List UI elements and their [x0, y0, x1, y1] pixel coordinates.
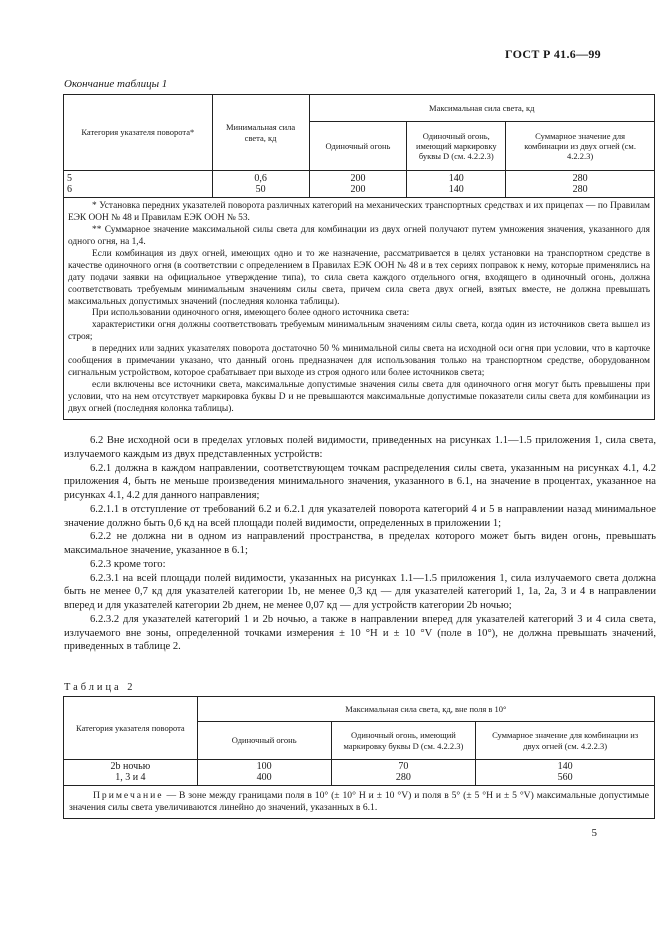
t1-note: ** Суммарное значение максимальной силы света для комбинации из двух огней получают путем умножения значения, указанного для одного огня, на 1,4.	[68, 224, 650, 247]
table-2	[63, 696, 655, 819]
t1-header-marked: Одиночный огонь, имеющий маркировку буквы D (см. 4.2.2.3)	[407, 122, 506, 171]
t2-header-category: Категория указателя поворота	[64, 697, 198, 760]
t1-header-single: Одиночный огонь	[309, 122, 407, 171]
t1-row-single: 200	[350, 183, 366, 195]
t2-row-sum: 560	[557, 771, 573, 783]
table-row	[64, 760, 655, 786]
table1-caption: Окончание таблицы 1	[64, 78, 168, 90]
t2-header-group: Максимальная сила света, кд, вне поля в 10°	[197, 697, 654, 722]
body-text	[64, 434, 656, 654]
t1-header-max-group: Максимальная сила света, кд	[309, 95, 654, 122]
t1-note: в передних или задних указателях поворота достаточно 50 % минимальной силы света на исходной оси огня при условии, что в карточке сообщения в примечании указано, что данный огонь предназначен для использования только на транспортном средстве, оборудованном сигнальным устройством, которое срабатывает при выходе из строя одного или более источников света;	[68, 344, 650, 379]
body-paragraph: 6.2.1.1 в отступление от требований 6.2 и 6.2.1 для указателей поворота категорий 4 и 5 в направлении назад минимальное значение должно быть 0,6 кд на всей площади полей видимости, определенных в приложении 1;	[64, 503, 656, 529]
t1-row-min: 0,6	[254, 173, 267, 184]
t2-row-single: 400	[256, 771, 272, 783]
page-number: 5	[591, 827, 597, 839]
t1-row-single: 200	[350, 173, 366, 184]
t1-note: * Установка передних указателей поворота различных категорий на механических транспортных средствах и их прицепах — по Правилам ЕЭК ООН № 48 и Правилам ЕЭК ООН № 53.	[68, 201, 650, 223]
t2-header-sum: Суммарное значение для комбинации из двух огней (см. 4.2.2.3)	[476, 722, 655, 760]
t2-header-marked: Одиночный огонь, имеющий маркировку буквы D (см. 4.2.2.3)	[331, 722, 476, 760]
table-1	[63, 94, 655, 420]
t1-header-category: Категория указателя поворота*	[64, 95, 213, 171]
body-paragraph: 6.2.3.2 для указателей категорий 1 и 2b ночью, а также в направлении вперед для указателей категорий 3 и 4 сила света, излучаемого вне зоны, определенной точками измерения ± 10 °H и ± 10 °V (поле в 10°), не должна превышать значений, приведенных в таблице 2.	[64, 613, 656, 653]
t1-row-min: 50	[255, 183, 266, 195]
t1-row-marked: 140	[448, 173, 464, 184]
t2-header-single: Одиночный огонь	[197, 722, 331, 760]
standard-header: ГОСТ Р 41.6—99	[504, 47, 601, 61]
body-paragraph: 6.2.3.1 на всей площади полей видимости, указанных на рисунках 1.1—1.5 приложения 1, сила излучаемого света должна быть не менее 0,7 кд для указателей категории 1b, не менее 0,3 кд — для указателей категорий 1, 1а, 2а, 3 и 4 в направлении вперед и для указателей категории 2b днем, не менее 0,07 кд — для устройств категории 2b ночью;	[64, 572, 656, 612]
t2-row-single: 100	[256, 761, 272, 772]
t2-note-text: — В зоне между границами поля в 10° (± 10° H и ± 10 °V) и поля в 5° (± 5 °H и ± 5 °V) максимальные допустимые значения силы света увеличиваются линейно до значений, указанных в 6.1.	[69, 790, 650, 814]
t1-row-sum: 280	[572, 183, 588, 195]
t2-row-marked: 70	[398, 761, 409, 772]
t2-row-sum: 140	[557, 761, 573, 772]
t1-row-marked: 140	[448, 183, 464, 195]
t2-note	[64, 786, 655, 819]
body-paragraph: 6.2.2 не должна ни в одном из направлений пространства, в пределах которого может быть виден огонь, превышать максимальное значение, указанное в 6.1;	[64, 531, 656, 557]
table2-caption: Таблица 2	[64, 682, 136, 693]
t1-header-min: Минимальная сила света, кд	[212, 95, 309, 171]
body-paragraph: 6.2 Вне исходной оси в пределах угловых полей видимости, приведенных на рисунках 1.1—1.5 приложения 1, сила света, излучаемого каждым из двух представленных устройств:	[64, 435, 656, 460]
t1-row-category: 6	[67, 183, 72, 195]
t1-row-category: 5	[67, 173, 72, 184]
t1-header-sum: Суммарное значение для комбинации из двух огней (см. 4.2.2.3)	[506, 122, 655, 171]
t2-row-category: 2b ночью	[110, 761, 151, 772]
t1-row-sum: 280	[572, 173, 588, 184]
t1-note: Если комбинация из двух огней, имеющих одно и то же назначение, рассматривается в целях установки на транспортном средстве в качестве одиночного огня (в соответствии с определением в Правилах ЕЭК ООН № 48 и в тех сериях поправок к нему, которые применялись на дату подачи заявки на официальное утверждение типа), то сила света каждого отдельного огня, входящего в одиночный огонь, должна соответствовать требуемым минимальным значениям силы света, причем сила света двух огней, взятых вместе, не должна превышать максимальных допустимых значений (последняя колонка таблицы).	[68, 248, 650, 307]
t1-note: При использовании одиночного огня, имеющего более одного источника света:	[92, 308, 410, 319]
body-paragraph: 6.2.1 должна в каждом направлении, соответствующем точкам распределения силы света, указанным на рисунках 4.1, 4.2 приложения 4, быть не меньше произведения минимального значения, указанного в 6.1, на значение в процентах, указанное на рисунках 4.1, 4.2 для данного направления;	[64, 462, 656, 502]
table-row	[64, 171, 655, 198]
t1-notes	[64, 198, 655, 420]
body-paragraph: 6.2.3 кроме того:	[90, 558, 166, 570]
t1-note: характеристики огня должны соответствовать требуемым минимальным значениям силы света, когда один из источников света вышел из строя;	[68, 320, 650, 343]
t2-note-label: Примечание	[93, 790, 164, 801]
t1-note: если включены все источники света, максимальные допустимые значения силы света для одиночного огня могут быть превышены при условии, что на нем отсутствует маркировка буквы D и не превышаются максимальные допустимые показатели силы света для комбинации из двух огней (последняя колонка таблицы).	[68, 380, 650, 414]
t2-row-category: 1, 3 и 4	[115, 771, 146, 783]
t2-row-marked: 280	[395, 771, 411, 783]
